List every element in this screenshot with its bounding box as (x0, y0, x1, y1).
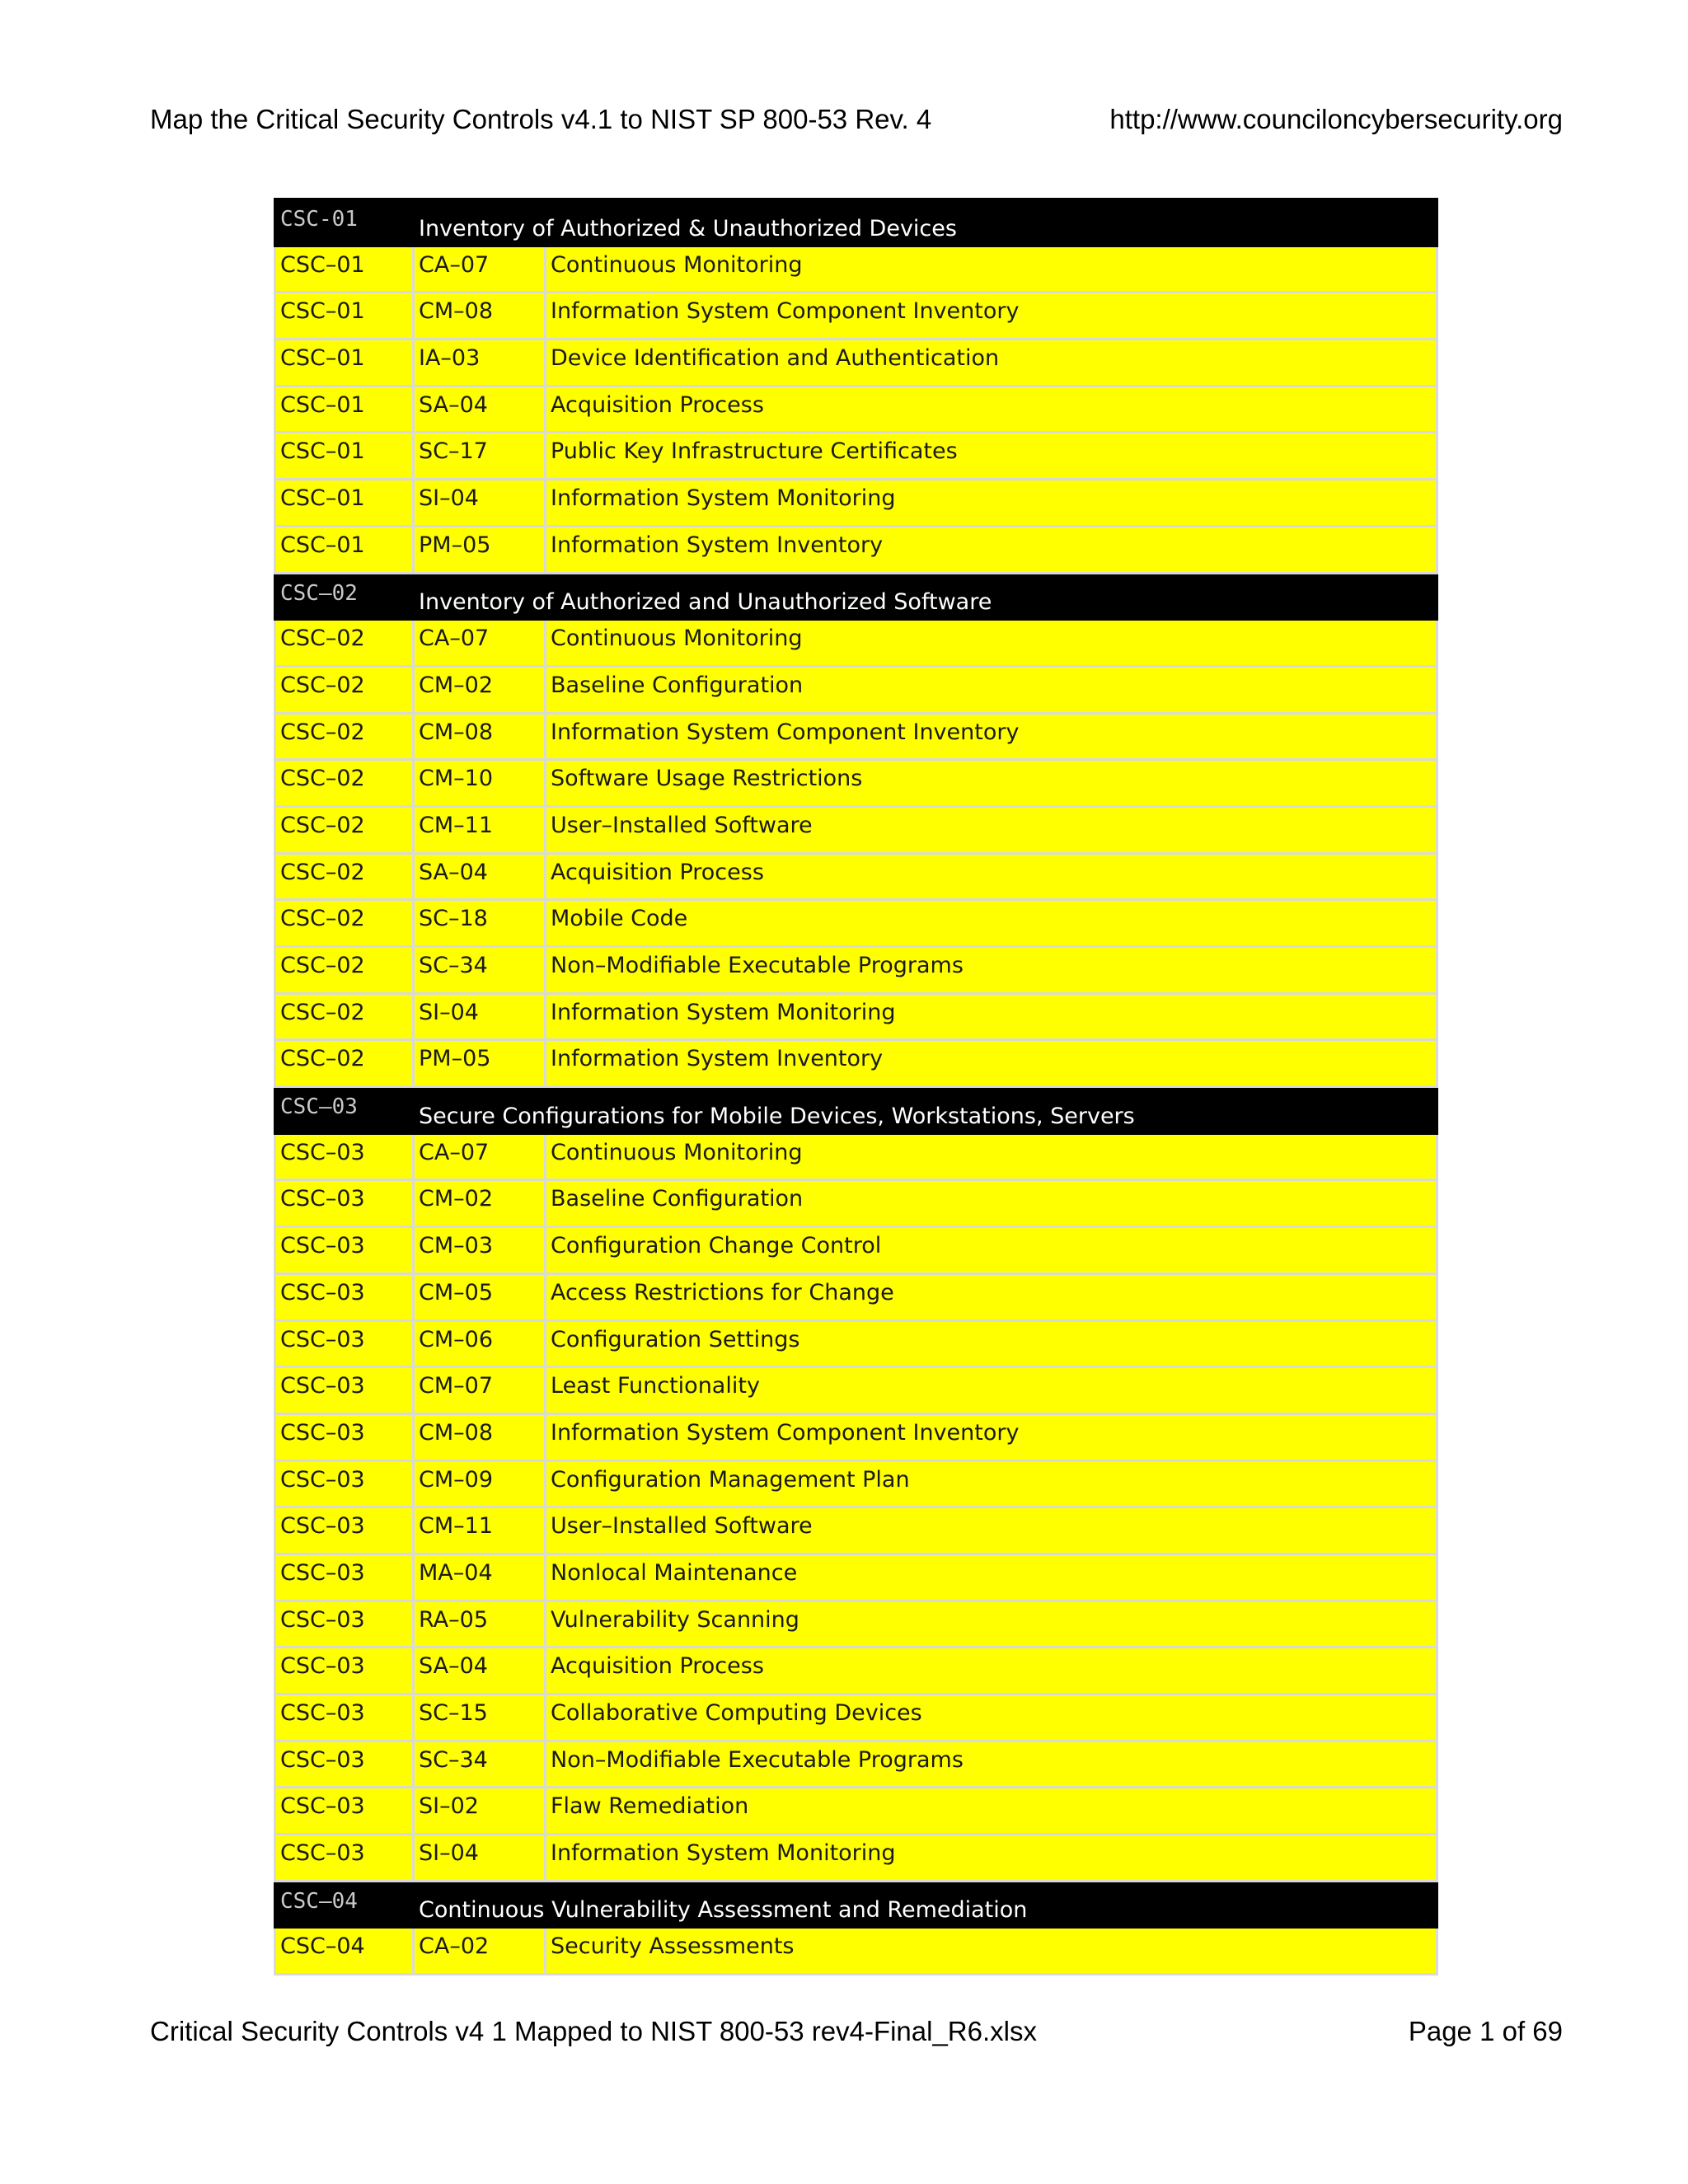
page-footer (150, 2011, 1563, 2052)
csc-id-cell: CSC–02 (275, 853, 414, 900)
table-row (275, 993, 1437, 1040)
csc-id-cell: CSC–02 (275, 1040, 414, 1087)
csc-id-cell: CSC–02 (275, 760, 414, 807)
section-title: Secure Configurations for Mobile Devices, Workstations, Servers (414, 1087, 1437, 1134)
csc-id-cell: CSC–01 (275, 246, 414, 293)
control-name-cell: Software Usage Restrictions (546, 760, 1437, 807)
csc-id-cell: CSC–01 (275, 433, 414, 480)
control-name-cell: Configuration Management Plan (546, 1460, 1437, 1507)
nist-control-cell: SA–04 (414, 1647, 546, 1694)
table-row (275, 246, 1437, 293)
csc-id-cell: CSC–02 (275, 806, 414, 853)
section-header-row (275, 1881, 1437, 1928)
csc-id-cell: CSC–03 (275, 1413, 414, 1460)
csc-id-cell: CSC–03 (275, 1788, 414, 1835)
control-name-cell: Information System Inventory (546, 1040, 1437, 1087)
csc-id-cell: CSC–03 (275, 1273, 414, 1320)
table-row (275, 1133, 1437, 1180)
nist-control-cell: SC–34 (414, 947, 546, 994)
table-row (275, 900, 1437, 947)
table-row (275, 1554, 1437, 1601)
control-name-cell: Flaw Remediation (546, 1788, 1437, 1835)
control-name-cell: Information System Monitoring (546, 1835, 1437, 1882)
table-row (275, 1367, 1437, 1414)
control-name-cell: Continuous Monitoring (546, 246, 1437, 293)
control-name-cell: Information System Inventory (546, 526, 1437, 573)
table-row (275, 1413, 1437, 1460)
nist-control-cell: SC–17 (414, 433, 546, 480)
nist-control-cell: CM–03 (414, 1227, 546, 1274)
table-row (275, 1227, 1437, 1274)
csc-id-cell: CSC–01 (275, 386, 414, 433)
document-title: Map the Critical Security Controls v4.1 to NIST SP 800-53 Rev. 4 (150, 104, 932, 134)
control-name-cell: Security Assessments (546, 1928, 1437, 1975)
nist-control-cell: SA–04 (414, 386, 546, 433)
nist-control-cell: SI–04 (414, 993, 546, 1040)
control-name-cell: Information System Component Inventory (546, 1413, 1437, 1460)
nist-control-cell: SI–04 (414, 480, 546, 527)
control-name-cell: Public Key Infrastructure Certificates (546, 433, 1437, 480)
table-row (275, 340, 1437, 387)
table-row (275, 1741, 1437, 1788)
section-header-row (275, 573, 1437, 620)
section-title: Inventory of Authorized and Unauthorized Software (414, 573, 1437, 620)
csc-id-cell: CSC–03 (275, 1694, 414, 1741)
control-name-cell: Acquisition Process (546, 853, 1437, 900)
csc-id-cell: CSC–02 (275, 947, 414, 994)
control-name-cell: Information System Monitoring (546, 480, 1437, 527)
nist-control-cell: CM–09 (414, 1460, 546, 1507)
section-header-row (275, 199, 1437, 246)
csc-id-cell: CSC–04 (275, 1928, 414, 1975)
control-name-cell: Baseline Configuration (546, 1180, 1437, 1227)
section-header-row (275, 1087, 1437, 1134)
control-name-cell: Device Identification and Authentication (546, 340, 1437, 387)
csc-id-cell: CSC–01 (275, 480, 414, 527)
control-name-cell: Non–Modifiable Executable Programs (546, 947, 1437, 994)
control-name-cell: Information System Component Inventory (546, 293, 1437, 340)
table-body (275, 199, 1437, 1975)
section-id: CSC–02 (275, 573, 414, 620)
table-row (275, 386, 1437, 433)
table-row (275, 666, 1437, 713)
control-name-cell: Information System Component Inventory (546, 713, 1437, 760)
table-row (275, 1694, 1437, 1741)
nist-control-cell: CM–10 (414, 760, 546, 807)
control-name-cell: Collaborative Computing Devices (546, 1694, 1437, 1741)
table-row (275, 806, 1437, 853)
page-number: Page 1 of 69 (1408, 2016, 1563, 2046)
table-row (275, 1928, 1437, 1975)
control-name-cell: Configuration Change Control (546, 1227, 1437, 1274)
nist-control-cell: CA–07 (414, 620, 546, 667)
control-name-cell: Acquisition Process (546, 386, 1437, 433)
table-row (275, 526, 1437, 573)
control-name-cell: Access Restrictions for Change (546, 1273, 1437, 1320)
nist-control-cell: CM–08 (414, 713, 546, 760)
section-id: CSC–04 (275, 1881, 414, 1928)
table-row (275, 620, 1437, 667)
website-url[interactable]: http://www.counciloncybersecurity.org (1109, 104, 1563, 134)
nist-control-cell: CM–11 (414, 1507, 546, 1554)
control-name-cell: User–Installed Software (546, 1507, 1437, 1554)
control-name-cell: Vulnerability Scanning (546, 1601, 1437, 1647)
section-title: Continuous Vulnerability Assessment and Remediation (414, 1881, 1437, 1928)
nist-control-cell: PM–05 (414, 1040, 546, 1087)
csc-id-cell: CSC–03 (275, 1601, 414, 1647)
nist-control-cell: SI–04 (414, 1835, 546, 1882)
nist-control-cell: CM–02 (414, 666, 546, 713)
csc-id-cell: CSC–02 (275, 713, 414, 760)
csc-id-cell: CSC–03 (275, 1835, 414, 1882)
csc-id-cell: CSC–02 (275, 666, 414, 713)
section-title: Inventory of Authorized & Unauthorized Devices (414, 199, 1437, 246)
csc-id-cell: CSC–03 (275, 1227, 414, 1274)
control-name-cell: Least Functionality (546, 1367, 1437, 1414)
table-row (275, 1788, 1437, 1835)
csc-id-cell: CSC–03 (275, 1320, 414, 1367)
control-name-cell: Nonlocal Maintenance (546, 1554, 1437, 1601)
control-name-cell: Acquisition Process (546, 1647, 1437, 1694)
nist-control-cell: SI–02 (414, 1788, 546, 1835)
csc-id-cell: CSC–03 (275, 1367, 414, 1414)
table-row (275, 1460, 1437, 1507)
nist-control-cell: CM–02 (414, 1180, 546, 1227)
nist-control-cell: MA–04 (414, 1554, 546, 1601)
section-id: CSC–03 (275, 1087, 414, 1134)
csc-id-cell: CSC–03 (275, 1133, 414, 1180)
csc-id-cell: CSC–03 (275, 1647, 414, 1694)
nist-control-cell: CM–11 (414, 806, 546, 853)
table-row (275, 947, 1437, 994)
section-id: CSC-01 (275, 199, 414, 246)
nist-control-cell: SC–15 (414, 1694, 546, 1741)
nist-control-cell: IA–03 (414, 340, 546, 387)
table-row (275, 1320, 1437, 1367)
table-row (275, 1507, 1437, 1554)
control-name-cell: Mobile Code (546, 900, 1437, 947)
csc-id-cell: CSC–01 (275, 293, 414, 340)
table-row (275, 1180, 1437, 1227)
table-row (275, 1835, 1437, 1882)
nist-control-cell: CM–08 (414, 293, 546, 340)
table-row (275, 853, 1437, 900)
csc-id-cell: CSC–03 (275, 1507, 414, 1554)
csc-id-cell: CSC–03 (275, 1460, 414, 1507)
table-row (275, 433, 1437, 480)
nist-control-cell: SC–34 (414, 1741, 546, 1788)
csc-id-cell: CSC–03 (275, 1554, 414, 1601)
nist-control-cell: SA–04 (414, 853, 546, 900)
table-row (275, 1601, 1437, 1647)
table-row (275, 713, 1437, 760)
csc-id-cell: CSC–02 (275, 900, 414, 947)
csc-id-cell: CSC–02 (275, 993, 414, 1040)
csc-id-cell: CSC–02 (275, 620, 414, 667)
table-row (275, 1273, 1437, 1320)
page-header (150, 99, 1563, 140)
csc-id-cell: CSC–01 (275, 340, 414, 387)
control-name-cell: Continuous Monitoring (546, 1133, 1437, 1180)
csc-id-cell: CSC–03 (275, 1741, 414, 1788)
nist-control-cell: SC–18 (414, 900, 546, 947)
nist-control-cell: CA–02 (414, 1928, 546, 1975)
control-name-cell: Information System Monitoring (546, 993, 1437, 1040)
nist-control-cell: CM–06 (414, 1320, 546, 1367)
control-name-cell: Continuous Monitoring (546, 620, 1437, 667)
nist-control-cell: RA–05 (414, 1601, 546, 1647)
table-row (275, 760, 1437, 807)
table-row (275, 1040, 1437, 1087)
nist-control-cell: CA–07 (414, 246, 546, 293)
controls-mapping-table (274, 198, 1438, 1975)
table-row (275, 480, 1437, 527)
nist-control-cell: CM–08 (414, 1413, 546, 1460)
nist-control-cell: PM–05 (414, 526, 546, 573)
table-row (275, 293, 1437, 340)
table-row (275, 1647, 1437, 1694)
control-name-cell: Non–Modifiable Executable Programs (546, 1741, 1437, 1788)
control-name-cell: User–Installed Software (546, 806, 1437, 853)
csc-id-cell: CSC–03 (275, 1180, 414, 1227)
file-name: Critical Security Controls v4 1 Mapped to NIST 800-53 rev4-Final_R6.xlsx (150, 2016, 1037, 2046)
nist-control-cell: CM–07 (414, 1367, 546, 1414)
control-name-cell: Baseline Configuration (546, 666, 1437, 713)
csc-id-cell: CSC–01 (275, 526, 414, 573)
control-name-cell: Configuration Settings (546, 1320, 1437, 1367)
nist-control-cell: CA–07 (414, 1133, 546, 1180)
nist-control-cell: CM–05 (414, 1273, 546, 1320)
